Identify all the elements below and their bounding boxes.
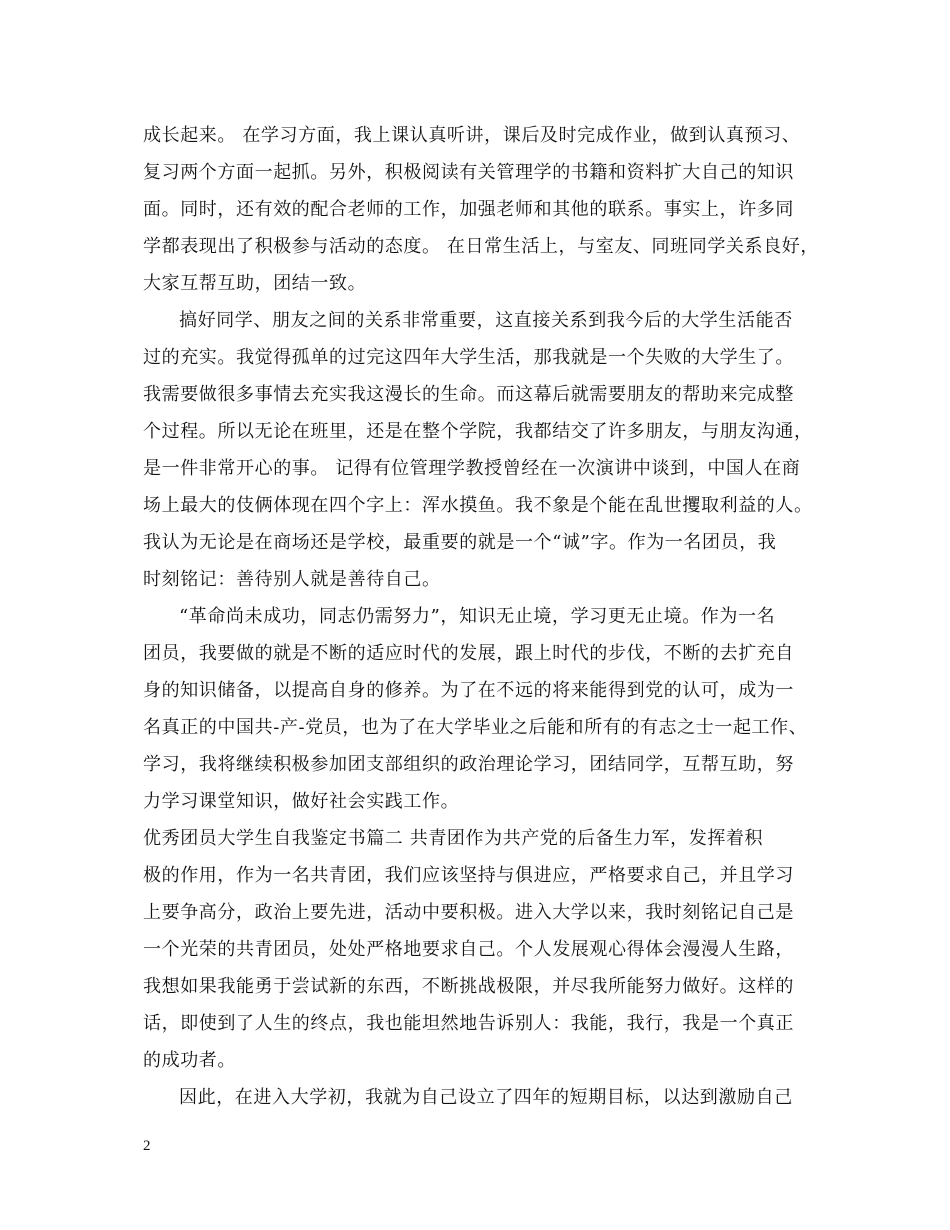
text-line: 学习，我将继续积极参加团支部组织的政治理论学习，团结同学，互帮互助，努 [143, 754, 794, 775]
text-line: 个过程。所以无论在班里，还是在整个学院，我都结交了许多朋友，与朋友沟通， [143, 421, 813, 442]
text-line: 我想如果我能勇于尝试新的东西，不断挑战极限，并尽我所能努力做好。这样的 [143, 976, 794, 997]
text-line: 场上最大的伎俩体现在四个字上：浑水摸鱼。我不象是个能在乱世攫取利益的人。 [143, 495, 813, 516]
text-line: 时刻铭记：善待别人就是善待自己。 [143, 569, 441, 590]
text-line: 极的作用，作为一名共青团，我们应该坚持与俱进应，严格要求自己，并且学习 [143, 865, 794, 886]
text-line: 团员，我要做的就是不断的适应时代的发展，跟上时代的步伐，不断的去扩充自 [143, 643, 794, 664]
text-line: 过的充实。我觉得孤单的过完这四年大学生活，那我就是一个失败的大学生了。 [143, 347, 794, 368]
page-number: 2 [143, 1138, 151, 1154]
text-line: 我需要做很多事情去充实我这漫长的生命。而这幕后就需要朋友的帮助来完成整 [143, 384, 794, 405]
text-line: 面。同时，还有效的配合老师的工作，加强老师和其他的联系。事实上，许多同 [143, 199, 794, 220]
text-line: 身的知识储备，以提高自身的修养。为了在不远的将来能得到党的认可，成为一 [143, 680, 794, 701]
text-line: 话，即使到了人生的终点，我也能坦然地告诉别人：我能，我行，我是一个真正 [143, 1013, 794, 1034]
text-line: 成长起来。 在学习方面，我上课认真听讲，课后及时完成作业，做到认真预习、 [143, 125, 801, 146]
section-heading-line: 优秀团员大学生自我鉴定书篇二 共青团作为共产党的后备生力军，发挥着积 [143, 828, 764, 849]
text-line: 大家互帮互助，团结一致。 [143, 273, 367, 294]
text-line: 是一件非常开心的事。 记得有位管理学教授曾经在一次演讲中谈到，中国人在商 [143, 458, 801, 479]
text-line: 我认为无论是在商场还是学校，最重要的就是一个“诚”字。作为一名团员，我 [143, 532, 777, 553]
text-line: 上要争高分，政治上要先进，活动中要积极。进入大学以来，我时刻铭记自己是 [143, 902, 794, 923]
paragraph-start-line: “革命尚未成功，同志仍需努力”，知识无止境，学习更无止境。作为一名 [179, 606, 776, 627]
body-text [143, 117, 833, 1116]
text-line: 学都表现出了积极参与活动的态度。 在日常生活上，与室友、同班同学关系良好， [143, 236, 819, 257]
text-line: 一个光荣的共青团员，处处严格地要求自己。个人发展观心得体会漫漫人生路， [143, 939, 794, 960]
text-line: 名真正的中国共-产-党员，也为了在大学毕业之后能和所有的有志之士一起工作、 [143, 717, 808, 738]
text-line: 复习两个方面一起抓。另外，积极阅读有关管理学的书籍和资料扩大自己的知识 [143, 162, 794, 183]
paragraph-start-line: 因此，在进入大学初，我就为自己设立了四年的短期目标，以达到激励自己 [179, 1087, 793, 1108]
text-line: 力学习课堂知识，做好社会实践工作。 [143, 791, 460, 812]
text-line: 的成功者。 [143, 1050, 236, 1071]
paragraph-start-line: 搞好同学、朋友之间的关系非常重要，这直接关系到我今后的大学生活能否 [179, 310, 793, 331]
